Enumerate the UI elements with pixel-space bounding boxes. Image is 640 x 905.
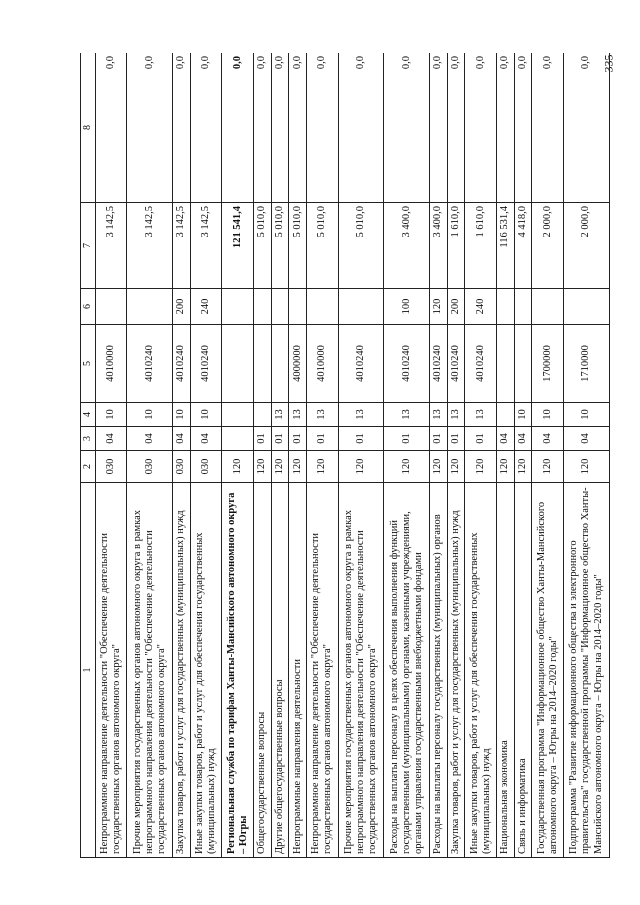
cell-csr: 1700000 (532, 325, 564, 403)
cell-rz: 01 (271, 427, 289, 451)
header-row (81, 53, 96, 858)
cell-vr (338, 289, 384, 325)
table-row (514, 53, 532, 858)
cell-csr: 4010240 (190, 325, 222, 403)
cell-name: Региональная служба по тарифам Ханты-Мансийского автономного округа – Югры (222, 483, 254, 858)
cell-csr: 4010000 (95, 325, 127, 403)
cell-sum1: 3 142,5 (190, 203, 222, 289)
cell-pr: 13 (338, 403, 384, 427)
cell-sum1: 5 010,0 (289, 203, 307, 289)
cell-rz: 04 (127, 427, 173, 451)
cell-sum2: 0,0 (127, 53, 173, 203)
cell-sum1: 2 000,0 (532, 203, 564, 289)
cell-vr (306, 289, 338, 325)
cell-adm: 120 (289, 451, 307, 483)
cell-csr: 4010240 (384, 325, 430, 403)
cell-rz: 04 (95, 427, 127, 451)
cell-rz: 01 (306, 427, 338, 451)
cell-sum1: 5 010,0 (271, 203, 289, 289)
cell-adm: 030 (95, 451, 127, 483)
cell-rz: 01 (254, 427, 272, 451)
cell-sum1: 3 142,5 (95, 203, 127, 289)
cell-name: Расходы на выплаты персоналу в целях обеспечения выполнения функций государственными (муниципальными) органами, казенными учреждениями, органами управления государственными внебюджетными фондами (384, 483, 430, 858)
cell-pr: 10 (127, 403, 173, 427)
cell-pr: 10 (514, 403, 532, 427)
header-cell: 6 (81, 289, 96, 325)
header-cell: 5 (81, 325, 96, 403)
cell-sum2: 0,0 (289, 53, 307, 203)
cell-sum2: 0,0 (564, 53, 610, 203)
table-row (384, 53, 430, 858)
cell-sum1: 1 610,0 (465, 203, 497, 289)
table-row (447, 53, 465, 858)
cell-sum2: 0,0 (514, 53, 532, 203)
cell-pr: 13 (289, 403, 307, 427)
cell-sum1: 5 010,0 (338, 203, 384, 289)
cell-sum1: 4 418,0 (514, 203, 532, 289)
cell-pr: 10 (532, 403, 564, 427)
cell-pr: 10 (564, 403, 610, 427)
table-row (338, 53, 384, 858)
cell-csr: 4010000 (306, 325, 338, 403)
document-table-area (80, 53, 610, 858)
header-cell: 3 (81, 427, 96, 451)
cell-sum2: 0,0 (95, 53, 127, 203)
cell-name: Общегосударственные вопросы (254, 483, 272, 858)
budget-table (80, 53, 610, 858)
cell-pr (254, 403, 272, 427)
cell-rz: 04 (173, 427, 191, 451)
cell-sum1: 3 142,5 (173, 203, 191, 289)
cell-vr (222, 289, 254, 325)
cell-sum1: 116 531,4 (497, 203, 515, 289)
table-row (497, 53, 515, 858)
cell-name: Расходы на выплаты персоналу государственных (муниципальных) органов (430, 483, 448, 858)
cell-adm: 120 (271, 451, 289, 483)
cell-pr: 10 (190, 403, 222, 427)
cell-csr (514, 325, 532, 403)
header-cell: 1 (81, 483, 96, 858)
cell-vr: 100 (384, 289, 430, 325)
table-row (271, 53, 289, 858)
cell-adm: 030 (127, 451, 173, 483)
cell-sum2: 0,0 (271, 53, 289, 203)
cell-vr: 240 (190, 289, 222, 325)
cell-name: Закупка товаров, работ и услуг для государственных (муниципальных) нужд (173, 483, 191, 858)
cell-adm: 120 (564, 451, 610, 483)
cell-pr: 10 (173, 403, 191, 427)
header-cell: 7 (81, 203, 96, 289)
cell-rz: 01 (289, 427, 307, 451)
cell-csr: 1710000 (564, 325, 610, 403)
cell-name: Непрограммное направление деятельности "Обеспечение деятельности государственных органов автономного округа" (95, 483, 127, 858)
cell-rz: 04 (497, 427, 515, 451)
cell-adm: 120 (338, 451, 384, 483)
cell-sum2: 0,0 (338, 53, 384, 203)
cell-name: Иные закупки товаров, работ и услуг для обеспечения государственных (муниципальных) нужд (190, 483, 222, 858)
header-cell: 2 (81, 451, 96, 483)
cell-name: Связь и информатика (514, 483, 532, 858)
table-row (190, 53, 222, 858)
cell-rz: 04 (564, 427, 610, 451)
table-row (254, 53, 272, 858)
cell-vr (271, 289, 289, 325)
header-cell: 8 (81, 53, 96, 203)
cell-sum2: 0,0 (173, 53, 191, 203)
cell-name: Прочие мероприятия государственных органов автономного округа в рамках непрограммного направления деятельности "Обеспечение деятельности государственных органов автономного округа" (127, 483, 173, 858)
cell-adm: 120 (384, 451, 430, 483)
cell-pr: 13 (271, 403, 289, 427)
cell-sum1: 3 400,0 (430, 203, 448, 289)
cell-sum1: 3 142,5 (127, 203, 173, 289)
cell-sum1: 2 000,0 (564, 203, 610, 289)
cell-adm: 120 (532, 451, 564, 483)
cell-adm: 120 (514, 451, 532, 483)
cell-sum2: 0,0 (532, 53, 564, 203)
cell-vr (289, 289, 307, 325)
cell-sum2: 0,0 (384, 53, 430, 203)
cell-adm: 120 (465, 451, 497, 483)
cell-rz: 01 (338, 427, 384, 451)
cell-pr: 13 (447, 403, 465, 427)
cell-rz: 04 (514, 427, 532, 451)
table-row (173, 53, 191, 858)
rotated-page (80, 53, 610, 858)
cell-name: Иные закупки товаров, работ и услуг для обеспечения государственных (муниципальных) нужд (465, 483, 497, 858)
cell-rz: 04 (190, 427, 222, 451)
cell-sum2: 0,0 (190, 53, 222, 203)
cell-pr: 10 (95, 403, 127, 427)
cell-adm: 120 (254, 451, 272, 483)
cell-adm: 120 (497, 451, 515, 483)
cell-vr: 120 (430, 289, 448, 325)
cell-rz: 01 (384, 427, 430, 451)
cell-pr: 13 (465, 403, 497, 427)
cell-sum2: 0,0 (222, 53, 254, 203)
cell-name: Непрограммные направления деятельности (289, 483, 307, 858)
cell-pr: 13 (306, 403, 338, 427)
cell-adm: 030 (190, 451, 222, 483)
page-number: 335 (601, 54, 616, 73)
table-row (95, 53, 127, 858)
cell-sum1: 3 400,0 (384, 203, 430, 289)
cell-csr: 4010240 (127, 325, 173, 403)
cell-name: Непрограммное направление деятельности "Обеспечение деятельности государственных органов автономного округа" (306, 483, 338, 858)
cell-csr (271, 325, 289, 403)
cell-name: Другие общегосударственные вопросы (271, 483, 289, 858)
table-row (127, 53, 173, 858)
cell-rz: 01 (465, 427, 497, 451)
cell-sum1: 5 010,0 (254, 203, 272, 289)
cell-vr (514, 289, 532, 325)
cell-csr: 4010240 (430, 325, 448, 403)
cell-vr: 200 (173, 289, 191, 325)
cell-name: Закупка товаров, работ и услуг для государственных (муниципальных) нужд (447, 483, 465, 858)
table-row (306, 53, 338, 858)
cell-sum2: 0,0 (430, 53, 448, 203)
cell-name: Прочие мероприятия государственных органов автономного округа в рамках непрограммного направления деятельности "Обеспечение деятельности государственных органов автономного округа" (338, 483, 384, 858)
cell-csr (254, 325, 272, 403)
cell-adm: 120 (306, 451, 338, 483)
cell-vr: 240 (465, 289, 497, 325)
cell-vr (564, 289, 610, 325)
cell-sum2: 0,0 (465, 53, 497, 203)
cell-pr: 13 (384, 403, 430, 427)
cell-rz: 04 (532, 427, 564, 451)
cell-csr (222, 325, 254, 403)
cell-sum2: 0,0 (254, 53, 272, 203)
cell-adm: 120 (222, 451, 254, 483)
cell-rz: 01 (430, 427, 448, 451)
cell-name: Государственная программа "Информационное общество Ханты-Мансийского автономного округа – Югры на 2014–2020 годы" (532, 483, 564, 858)
cell-csr: 4000000 (289, 325, 307, 403)
cell-pr (497, 403, 515, 427)
header-cell: 4 (81, 403, 96, 427)
cell-csr: 4010240 (447, 325, 465, 403)
cell-sum1: 5 010,0 (306, 203, 338, 289)
cell-pr (222, 403, 254, 427)
cell-sum1: 121 541,4 (222, 203, 254, 289)
cell-name: Подпрограмма "Развитие информационного общества и электронного правительства" государственной программы "Информационное общество Ханты-Мансийского автономного округа – Югры на 2014–2020 годы" (564, 483, 610, 858)
cell-rz: 01 (447, 427, 465, 451)
table-row (222, 53, 254, 858)
cell-csr: 4010240 (173, 325, 191, 403)
cell-sum2: 0,0 (497, 53, 515, 203)
cell-sum1: 1 610,0 (447, 203, 465, 289)
table-row (465, 53, 497, 858)
cell-name: Национальная экономика (497, 483, 515, 858)
cell-csr: 4010240 (465, 325, 497, 403)
cell-vr (95, 289, 127, 325)
table-row (564, 53, 610, 858)
cell-vr: 200 (447, 289, 465, 325)
cell-adm: 120 (447, 451, 465, 483)
cell-csr (497, 325, 515, 403)
cell-vr (127, 289, 173, 325)
cell-csr: 4010240 (338, 325, 384, 403)
cell-vr (497, 289, 515, 325)
cell-sum2: 0,0 (306, 53, 338, 203)
table-row (430, 53, 448, 858)
cell-vr (254, 289, 272, 325)
table-row (532, 53, 564, 858)
cell-pr: 13 (430, 403, 448, 427)
cell-rz (222, 427, 254, 451)
cell-vr (532, 289, 564, 325)
cell-adm: 120 (430, 451, 448, 483)
table-row (289, 53, 307, 858)
cell-adm: 030 (173, 451, 191, 483)
cell-sum2: 0,0 (447, 53, 465, 203)
